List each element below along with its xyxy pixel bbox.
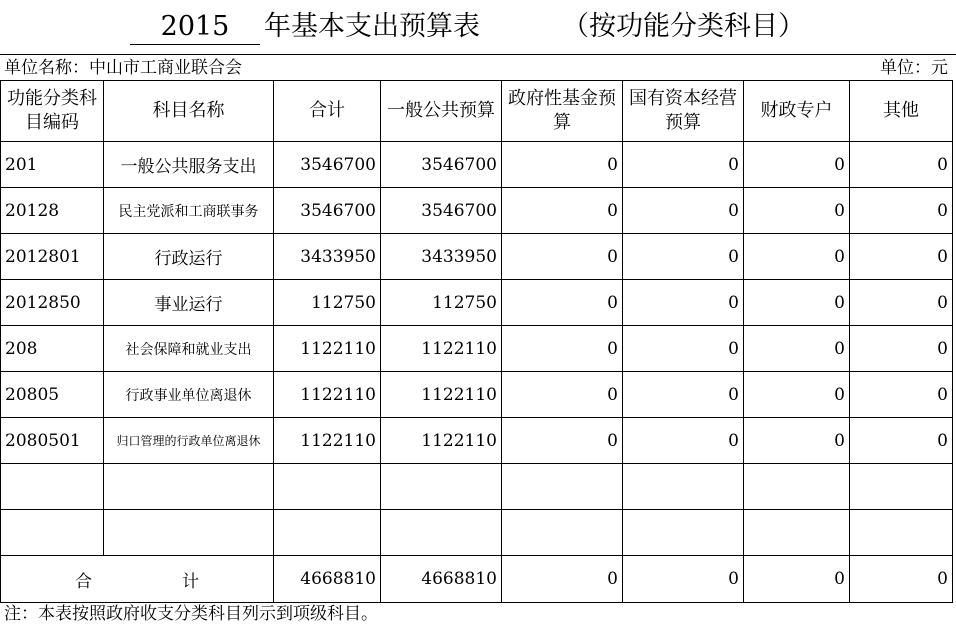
cell-fiscal-special: 0 (744, 326, 850, 372)
empty-cell (623, 464, 744, 510)
table-row (1, 188, 953, 234)
total-general: 4668810 (381, 556, 502, 603)
cell-fund: 0 (502, 188, 623, 234)
cell-other: 0 (850, 280, 953, 326)
cell-general: 3546700 (381, 188, 502, 234)
header-state-capital: 国有资本经营预算 (623, 81, 744, 142)
empty-row (1, 464, 953, 510)
unit-label: 单位：元 (880, 58, 948, 78)
cell-total: 1122110 (274, 326, 381, 372)
cell-fund: 0 (502, 280, 623, 326)
empty-cell (104, 510, 274, 556)
unit-row (0, 56, 956, 80)
cell-state-capital: 0 (623, 234, 744, 280)
org-name-label: 单位名称：中山市工商业联合会 (4, 58, 242, 78)
empty-cell (381, 464, 502, 510)
cell-total: 1122110 (274, 418, 381, 464)
empty-cell (623, 510, 744, 556)
cell-fiscal-special: 0 (744, 280, 850, 326)
cell-code: 20128 (1, 188, 104, 234)
cell-code: 2012850 (1, 280, 104, 326)
total-state-capital: 0 (623, 556, 744, 603)
table-row (1, 280, 953, 326)
table-row (1, 418, 953, 464)
total-label (1, 556, 274, 603)
cell-other: 0 (850, 234, 953, 280)
cell-state-capital: 0 (623, 280, 744, 326)
table-row (1, 142, 953, 188)
header-fund: 政府性基金预算 (502, 81, 623, 142)
cell-code: 208 (1, 326, 104, 372)
cell-fiscal-special: 0 (744, 142, 850, 188)
title-divider (0, 54, 956, 55)
total-label-left: 合 (75, 571, 92, 592)
cell-fund: 0 (502, 326, 623, 372)
empty-cell (1, 464, 104, 510)
empty-cell (274, 464, 381, 510)
table-row (1, 234, 953, 280)
total-other: 0 (850, 556, 953, 603)
header-general: 一般公共预算 (381, 81, 502, 142)
cell-name: 社会保障和就业支出 (104, 326, 274, 372)
total-row (1, 556, 953, 603)
title-year: 2015 (130, 10, 260, 45)
cell-other: 0 (850, 142, 953, 188)
cell-other: 0 (850, 418, 953, 464)
header-name: 科目名称 (104, 81, 274, 142)
empty-row (1, 510, 953, 556)
cell-state-capital: 0 (623, 372, 744, 418)
empty-cell (1, 510, 104, 556)
cell-state-capital: 0 (623, 188, 744, 234)
cell-general: 3433950 (381, 234, 502, 280)
cell-total: 112750 (274, 280, 381, 326)
cell-state-capital: 0 (623, 142, 744, 188)
cell-fund: 0 (502, 142, 623, 188)
empty-cell (744, 510, 850, 556)
header-other: 其他 (850, 81, 953, 142)
cell-name: 归口管理的行政单位离退休 (104, 418, 274, 464)
cell-code: 201 (1, 142, 104, 188)
header-fiscal-special: 财政专户 (744, 81, 850, 142)
cell-total: 3433950 (274, 234, 381, 280)
empty-cell (850, 510, 953, 556)
cell-total: 1122110 (274, 372, 381, 418)
cell-fund: 0 (502, 234, 623, 280)
cell-name: 事业运行 (104, 280, 274, 326)
cell-name: 行政运行 (104, 234, 274, 280)
cell-general: 1122110 (381, 372, 502, 418)
cell-code: 2080501 (1, 418, 104, 464)
cell-code: 20805 (1, 372, 104, 418)
title-subtitle: （按功能分类科目） (562, 11, 805, 42)
cell-general: 1122110 (381, 418, 502, 464)
cell-fund: 0 (502, 418, 623, 464)
cell-general: 112750 (381, 280, 502, 326)
empty-cell (502, 464, 623, 510)
header-row (1, 81, 953, 142)
cell-name: 行政事业单位离退休 (104, 372, 274, 418)
header-code: 功能分类科目编码 (1, 81, 104, 142)
cell-fiscal-special: 0 (744, 372, 850, 418)
cell-name: 民主党派和工商联事务 (104, 188, 274, 234)
header-total: 合计 (274, 81, 381, 142)
footnote: 注：本表按照政府收支分类科目列示到项级科目。 (4, 604, 378, 624)
table-row (1, 372, 953, 418)
cell-other: 0 (850, 326, 953, 372)
cell-fiscal-special: 0 (744, 418, 850, 464)
cell-general: 3546700 (381, 142, 502, 188)
empty-cell (502, 510, 623, 556)
table-title (0, 0, 956, 54)
cell-other: 0 (850, 372, 953, 418)
budget-table (0, 80, 953, 603)
cell-other: 0 (850, 188, 953, 234)
cell-code: 2012801 (1, 234, 104, 280)
cell-state-capital: 0 (623, 326, 744, 372)
table-row (1, 326, 953, 372)
cell-fiscal-special: 0 (744, 234, 850, 280)
empty-cell (744, 464, 850, 510)
empty-cell (850, 464, 953, 510)
cell-name: 一般公共服务支出 (104, 142, 274, 188)
title-text: 年基本支出预算表 (264, 11, 480, 42)
cell-state-capital: 0 (623, 418, 744, 464)
empty-cell (381, 510, 502, 556)
cell-fiscal-special: 0 (744, 188, 850, 234)
cell-total: 3546700 (274, 142, 381, 188)
total-label-right: 计 (182, 571, 199, 592)
total-fiscal-special: 0 (744, 556, 850, 603)
empty-cell (274, 510, 381, 556)
cell-total: 3546700 (274, 188, 381, 234)
cell-general: 1122110 (381, 326, 502, 372)
cell-fund: 0 (502, 372, 623, 418)
total-fund: 0 (502, 556, 623, 603)
total-total: 4668810 (274, 556, 381, 603)
empty-cell (104, 464, 274, 510)
